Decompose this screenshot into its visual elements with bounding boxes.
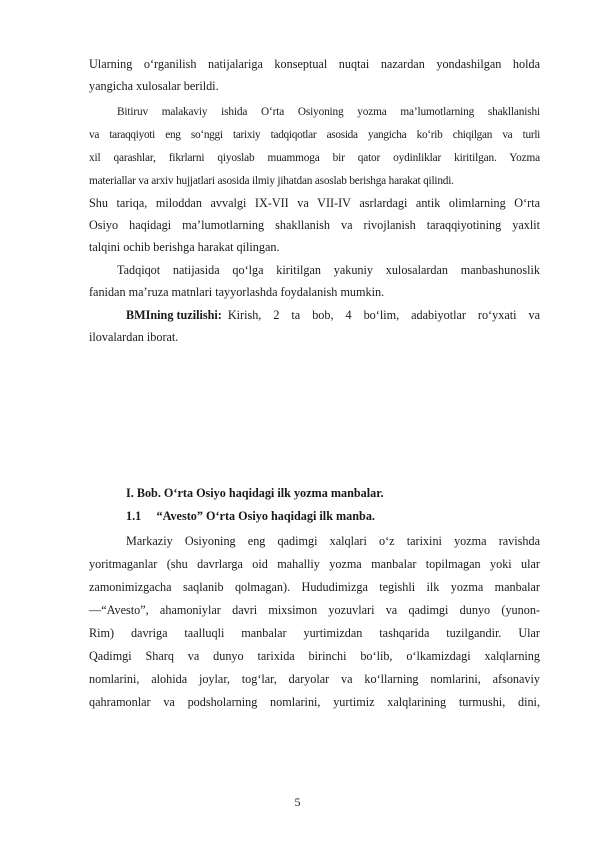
text-line: Rim) davriga taalluqli manbalar yurtimizdan tashqarida tuzilgandir. Ular bbox=[89, 626, 540, 640]
structure-line bbox=[126, 307, 540, 323]
text-line: Tadqiqot natijasida qo‘lga kiritilgan yakuniy xulosalardan manbashunoslik bbox=[117, 263, 540, 277]
text-line: fanidan ma’ruza matnlari tayyorlashda foydalanish mumkin. bbox=[89, 285, 385, 299]
structure-text: Kirish, 2 ta bob, 4 bo‘lim, adabiyotlar ro‘yxati va bbox=[227, 308, 540, 322]
text-line: Qadimgi Sharq va dunyo tarixida birinchi bo‘lib, o‘lkamizdagi xalqlarning bbox=[89, 649, 540, 663]
text-line: —“Avesto”, ahamoniylar davri mixsimon yozuvlari va qadimgi dunyo (yunon- bbox=[89, 603, 540, 617]
text-line: materiallar va arxiv hujjatlari asosida ilmiy jihatdan asoslab berishga harakat qilindi. bbox=[89, 175, 454, 187]
text-line: yoritmaganlar (shu davrlarga oid mahalliy yozma manbalar topilmagan yoki ular bbox=[89, 557, 540, 571]
text-line: Ularning o‘rganilish natijalariga konseptual nuqtai nazardan yondashilgan holda bbox=[89, 57, 540, 71]
text-line: qahramonlar va podsholarning nomlarini, yurtimiz xalqlarining turmushi, dini, bbox=[89, 695, 540, 709]
chapter-heading: I. Bob. O‘rta Osiyo haqidagi ilk yozma manbalar. bbox=[126, 486, 384, 500]
text-line: zamonimizgacha saqlanib qolmagan). Hududimizga tegishli ilk yozma manbalar bbox=[89, 580, 540, 594]
text-line: Bitiruv malakaviy ishida O‘rta Osiyoning yozma ma’lumotlarning shakllanishi bbox=[117, 106, 540, 118]
text-line: va taraqqiyoti eng so‘nggi tarixiy tadqiqotlar asosida yangicha ko‘rib chiqilgan va turli bbox=[89, 129, 540, 141]
text-line: Osiyo haqidagi ma’lumotlarning shakllanish va rivojlanish taraqqiyotining yaxlit bbox=[89, 218, 540, 232]
text-line: xil qarashlar, fikrlarni qiyoslab muammoga bir qator oydinliklar kiritilgan. Yozma bbox=[89, 152, 540, 164]
structure-label: BMIning tuzilishi: bbox=[126, 308, 222, 322]
text-line: talqini ochib berishga harakat qilingan. bbox=[89, 240, 280, 254]
text-line: yangicha xulosalar berildi. bbox=[89, 79, 219, 93]
text-line: Markaziy Osiyoning eng qadimgi xalqlari o‘z tarixini yozma ravishda bbox=[126, 534, 540, 548]
section-heading: 1.1 “Avesto” O‘rta Osiyo haqidagi ilk manba. bbox=[126, 509, 375, 523]
text-line: ilovalardan iborat. bbox=[89, 330, 179, 344]
page-number: 5 bbox=[294, 795, 301, 809]
text-line: nomlarini, alohida joylar, tog‘lar, daryolar va ko‘llarning nomlarini, afsonaviy bbox=[89, 672, 540, 686]
text-line: Shu tariqa, miloddan avvalgi IX-VII va VII-IV asrlardagi antik olimlarning O‘rta bbox=[89, 196, 540, 210]
